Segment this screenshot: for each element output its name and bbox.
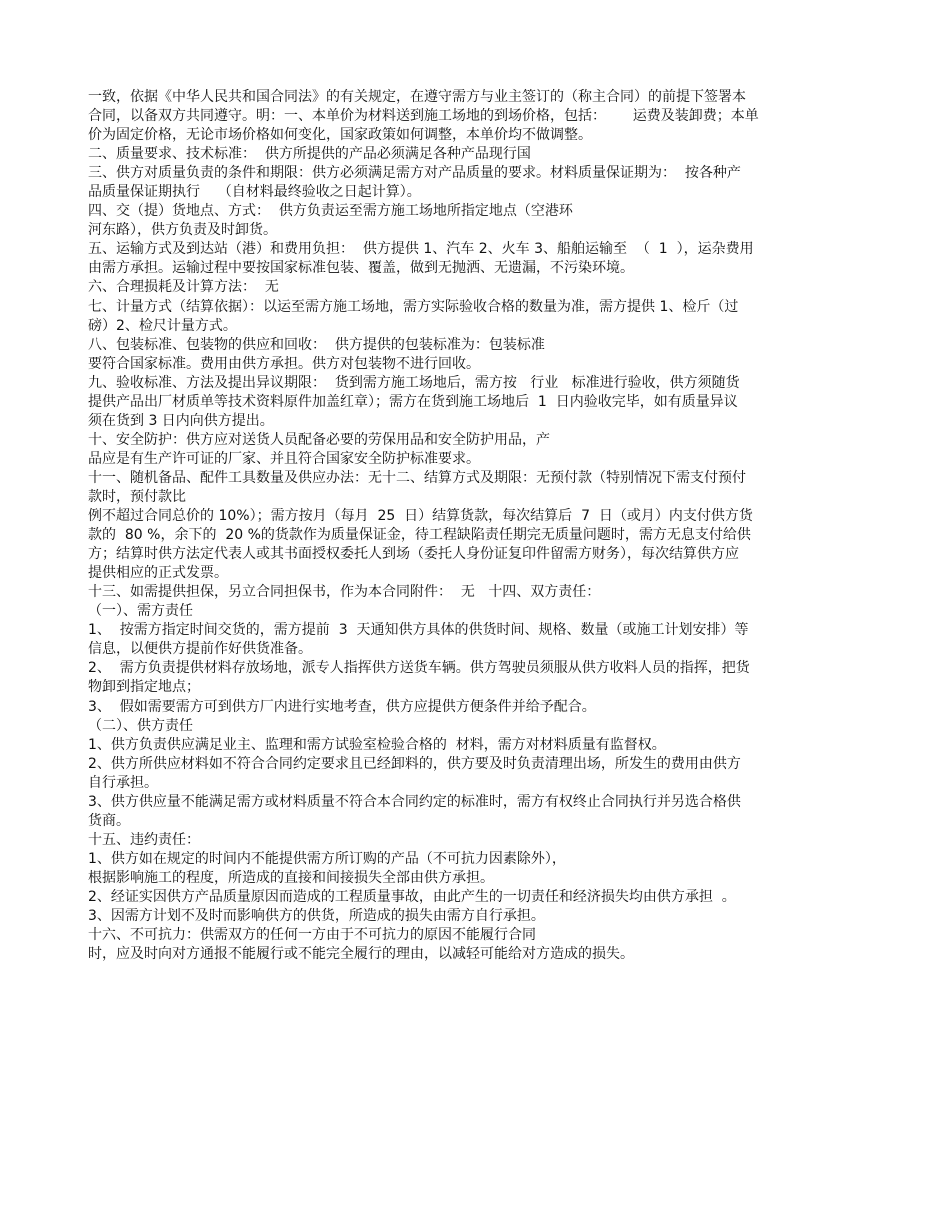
text-line: 品质量保证期执行 （自材料最终验收之日起计算）。 [88, 184, 421, 201]
text-line: 十一、随机备品、配件工具数量及供应办法：无十二、结算方式及期限：无预付款（特别情况下需支付预付 [88, 469, 746, 486]
text-line: 合同，以备双方共同遵守。明：一、本单价为材料送到施工场地的到场价格，包括： 运费及装卸费；本单 [88, 108, 759, 125]
text-line: 一致，依据《中华人民共和国合同法》的有关规定，在遵守需方与业主签订的（称主合同）的前提下签署本 [88, 89, 746, 105]
text-line: 磅）2、检尺计量方式。 [88, 317, 237, 334]
text-line: 信息，以便供方提前作好供货准备。 [88, 641, 312, 658]
text-line: 3、因需方计划不及时而影响供方的供货，所造成的损失由需方自行承担。 [88, 908, 545, 925]
text-line: 例不超过合同总价的 10%）；需方按月（每月 25 日）结算货款，每次结算后 7 日（或月）内支付供方货 [88, 508, 753, 525]
text-line: 九、验收标准、方法及提出异议期限： 货到需方施工场地后，需方按 行业 标准进行验收，供方须随货 [88, 374, 740, 391]
text-line: 2、供方所供应材料如不符合合同约定要求且已经卸料的，供方要及时负责清理出场，所发生的费用由供方 [88, 755, 741, 772]
text-line: 时，应及时向对方通报不能履行或不能完全履行的理由，以减轻可能给对方造成的损失。 [88, 946, 634, 963]
text-line: 二、质量要求、技术标准： 供方所提供的产品必须满足各种产品现行国 [88, 146, 531, 163]
text-line: 要符合国家标准。费用由供方承担。供方对包装物不进行回收。 [88, 355, 480, 372]
text-line: 须在货到 3 日内向供方提出。 [88, 412, 274, 429]
text-line: 3、供方供应量不能满足需方或材料质量不符合本合同约定的标准时，需方有权终止合同执行并另选合格供 [88, 793, 741, 810]
text-line: 3、 假如需要需方可到供方厂内进行实地考查，供方应提供方便条件并给予配合。 [88, 698, 596, 715]
text-line: 价为固定价格，无论市场价格如何变化，国家政策如何调整，本单价均不做调整。 [88, 127, 592, 144]
text-line: 七、计量方式（结算依据）：以运至需方施工场地，需方实际验收合格的数量为准，需方提供 1、检斤（过 [88, 298, 739, 315]
text-line: 1、供方负责供应满足业主、监理和需方试验室检验合格的 材料，需方对材料质量有监督权。 [88, 736, 666, 753]
text-line: 十六、不可抗力：供需双方的任何一方由于不可抗力的原因不能履行合同 [88, 927, 536, 944]
text-line: 1、供方如在规定的时间内不能提供需方所订购的产品（不可抗力因素除外）， [88, 850, 566, 867]
text-line: （一）、需方责任 [88, 603, 193, 620]
text-line: 提供相应的正式发票。 [88, 565, 228, 582]
text-line: 河东路），供方负责及时卸货。 [88, 222, 277, 239]
text-line: 品应是有生产许可证的厂家、并且符合国家安全防护标准要求。 [88, 450, 480, 467]
text-line: 提供产品出厂材质单等技术资料原件加盖红章）；需方在货到施工场地后 1 日内验收完毕，如有质量异议 [88, 393, 738, 410]
text-line: 1、 按需方指定时间交货的，需方提前 3 天通知供方具体的供货时间、规格、数量（或施工计划安排）等 [88, 622, 749, 639]
text-line: 款时，预付款比 [88, 488, 186, 505]
text-line: 2、经证实因供方产品质量原因而造成的工程质量事故，由此产生的一切责任和经济损失均由供方承担 。 [88, 888, 736, 905]
text-line: 八、包装标准、包装物的供应和回收： 供方提供的包装标准为：包装标准 [88, 336, 545, 353]
text-line: 根据影响施工的程度，所造成的直接和间接损失全部由供方承担。 [88, 869, 494, 886]
text-line: 2、 需方负责提供材料存放场地，派专人指挥供方送货车辆。供方驾驶员须服从供方收料人员的指挥，把货 [88, 660, 750, 677]
text-line: 由需方承担。运输过程中要按国家标准包装、覆盖，做到无抛洒、无遗漏，不污染环境。 [88, 260, 634, 277]
text-line: 自行承担。 [88, 774, 158, 791]
text-line: 方；结算时供方法定代表人或其书面授权委托人到场（委托人身份证复印件留需方财务），每次结算供方应 [88, 546, 739, 563]
text-line: 物卸到指定地点； [88, 679, 200, 696]
text-line: 款的 80 %，余下的 20 %的货款作为质量保证金，待工程缺陷责任期完无质量问题时，需方无息支付给供 [88, 527, 751, 544]
text-line: 十五、违约责任： [88, 831, 200, 848]
text-line: 六、合理损耗及计算方法： 无 [88, 279, 279, 296]
text-line: 四、交（提）货地点、方式： 供方负责运至需方施工场地所指定地点（空港环 [88, 203, 573, 220]
text-line: 十三、如需提供担保，另立合同担保书，作为本合同附件： 无 十四、双方责任： [88, 584, 601, 601]
text-line: 三、供方对质量负责的条件和期限：供方必须满足需方对产品质量的要求。材料质量保证期为： 按各种产 [88, 165, 741, 182]
text-line: 十、安全防护：供方应对送货人员配备必要的劳保用品和安全防护用品，产 [88, 431, 550, 448]
text-line: 五、运输方式及到达站（港）和费用负担： 供方提供 1、汽车 2、火车 3、船舶运输至 （ 1 ），运杂费用 [88, 241, 754, 258]
text-line: （二）、供方责任 [88, 717, 193, 734]
text-line: 货商。 [88, 812, 130, 829]
